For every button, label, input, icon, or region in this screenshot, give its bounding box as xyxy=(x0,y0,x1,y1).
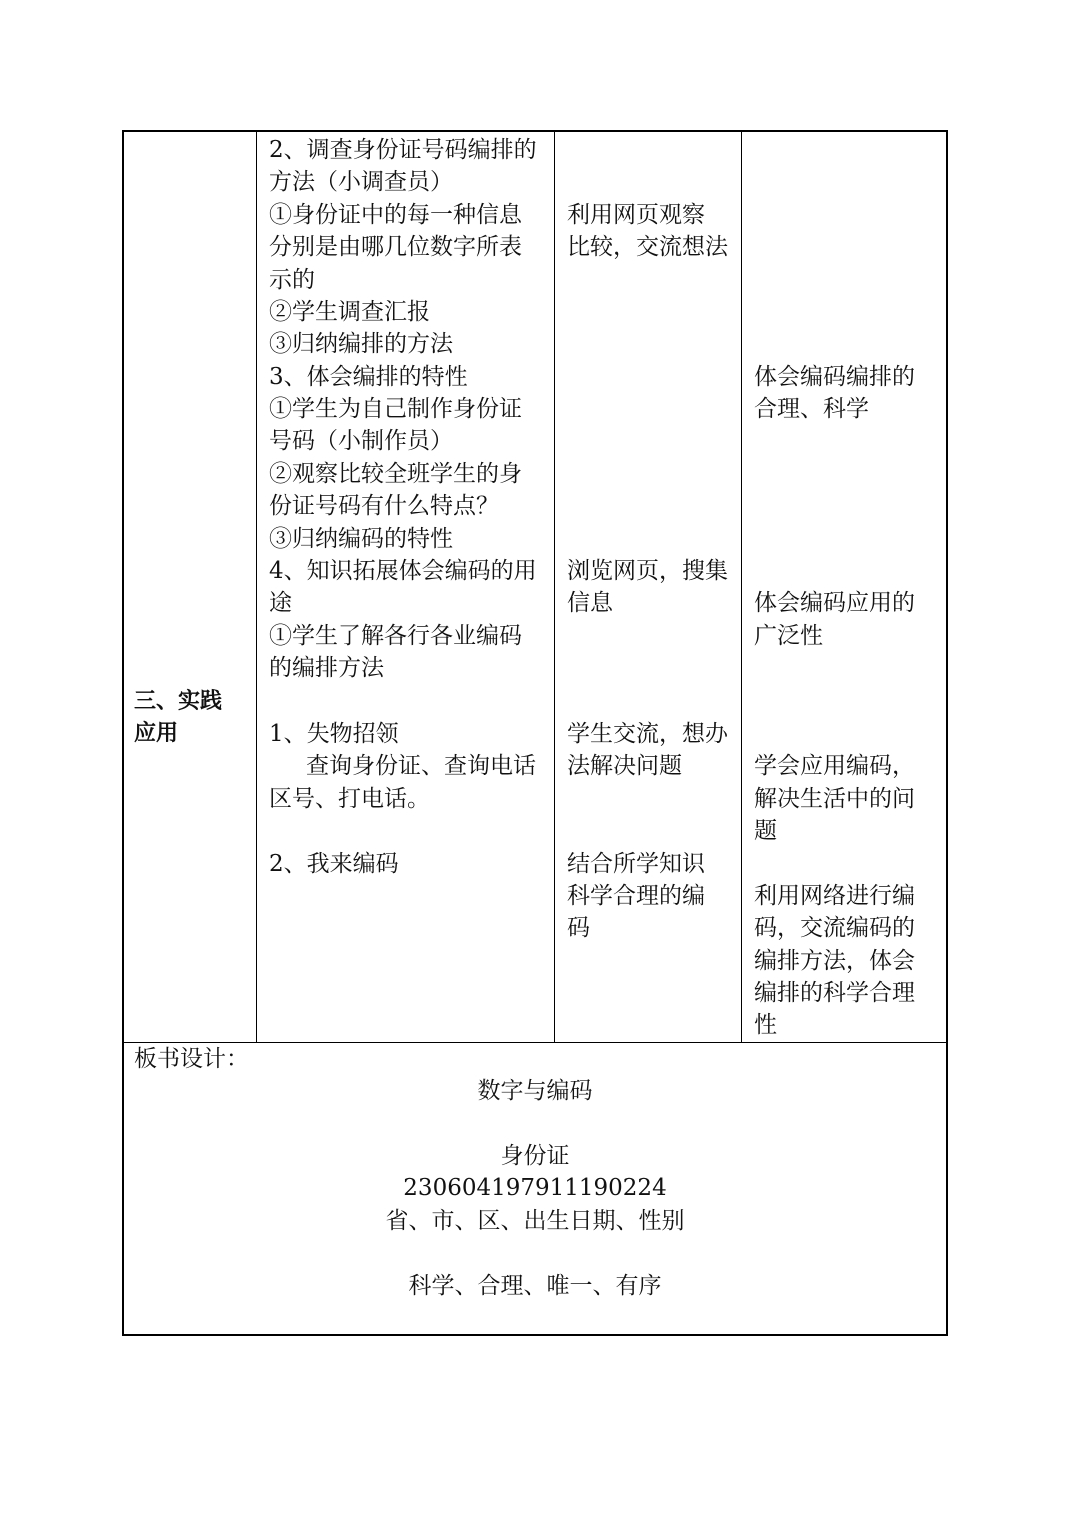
activity-line: 法解决问题 xyxy=(567,753,682,779)
intent-line: 编排的科学合理 xyxy=(754,980,915,1006)
activity-line: 利用网页观察 xyxy=(567,202,705,228)
intent-line: 性 xyxy=(754,1012,777,1038)
activity-line: 码 xyxy=(567,915,590,941)
lesson-plan-table xyxy=(122,130,948,1336)
intent-line: 学会应用编码， xyxy=(754,753,915,779)
board-fields: 省、市、区、出生日期、性别 xyxy=(385,1208,685,1234)
intent-line: 题 xyxy=(754,818,777,844)
teaching-process-column xyxy=(257,132,555,1042)
board-traits: 科学、合理、唯一、有序 xyxy=(408,1273,662,1299)
process-line: ②学生调查汇报 xyxy=(269,299,430,325)
activity-line: 学生交流，想办 xyxy=(567,721,728,747)
board-design-row xyxy=(124,1043,946,1334)
process-line: 途 xyxy=(269,590,292,616)
process-line: 3、体会编排的特性 xyxy=(269,364,468,390)
intent-line: 体会编码编排的 xyxy=(754,364,915,390)
process-line: 2、调查身份证号码编排的 xyxy=(269,137,537,163)
activity-line: 结合所学知识 xyxy=(567,851,705,877)
practice-row xyxy=(124,132,946,1043)
process-line: ①身份证中的每一种信息 xyxy=(269,202,522,228)
process-line: 查询身份证、查询电话 xyxy=(306,753,536,779)
process-line: 号码（小制作员） xyxy=(269,428,453,454)
process-line: 区号、打电话。 xyxy=(269,786,430,812)
board-id-number: 230604197911190224 xyxy=(403,1175,667,1201)
process-line: 分别是由哪几位数字所表 xyxy=(269,234,522,260)
intent-line: 合理、科学 xyxy=(754,396,869,422)
board-subtitle: 身份证 xyxy=(500,1143,570,1169)
activity-line: 科学合理的编 xyxy=(567,883,705,909)
board-title: 数字与编码 xyxy=(477,1078,593,1104)
board-label: 板书设计： xyxy=(134,1046,249,1072)
process-line: ③归纳编码的特性 xyxy=(269,526,453,552)
section-column xyxy=(124,132,257,1042)
process-line: ③归纳编排的方法 xyxy=(269,331,453,357)
activity-line: 浏览网页，搜集 xyxy=(567,558,728,584)
process-line: 的编排方法 xyxy=(269,655,384,681)
process-line: ①学生了解各行各业编码 xyxy=(269,623,522,649)
intent-line: 解决生活中的问 xyxy=(754,786,915,812)
section-heading-line2: 应用 xyxy=(134,721,179,746)
activity-line: 比较，交流想法 xyxy=(567,234,728,260)
process-line: ①学生为自己制作身份证 xyxy=(269,396,522,422)
process-line: 2、我来编码 xyxy=(269,851,399,877)
activity-line: 信息 xyxy=(567,590,613,616)
process-line: ②观察比较全班学生的身 xyxy=(269,461,522,487)
intent-line: 体会编码应用的 xyxy=(754,590,915,616)
process-line: 方法（小调查员） xyxy=(269,169,453,195)
intent-line: 编排方法，体会 xyxy=(754,948,915,974)
student-activity-column xyxy=(555,132,742,1042)
design-intent-column xyxy=(742,132,946,1042)
intent-line: 码，交流编码的 xyxy=(754,915,915,941)
process-line: 1、失物招领 xyxy=(269,721,399,747)
process-line: 示的 xyxy=(269,267,315,293)
section-heading-line1: 三、实践 xyxy=(134,689,223,714)
intent-line: 广泛性 xyxy=(754,623,823,649)
process-line: 份证号码有什么特点？ xyxy=(269,493,499,519)
intent-line: 利用网络进行编 xyxy=(754,883,915,909)
process-line: 4、知识拓展体会编码的用 xyxy=(269,558,537,584)
